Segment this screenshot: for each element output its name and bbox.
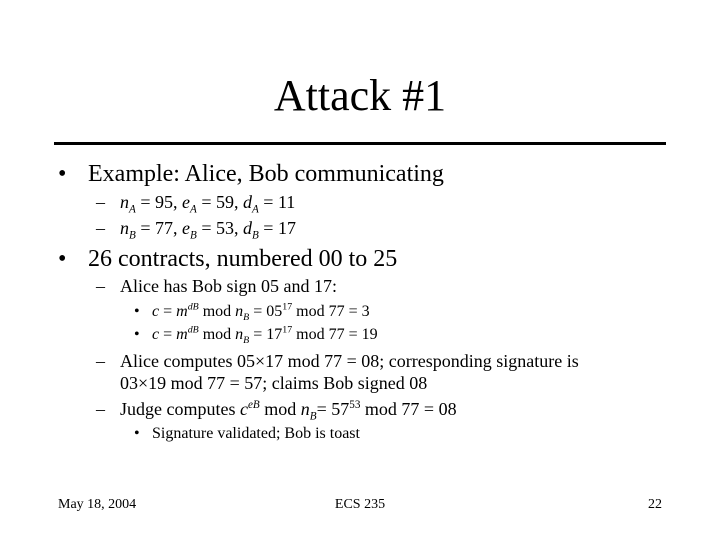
bullet-example: Example: Alice, Bob communicating (88, 161, 444, 187)
alice-keys-line: $n_A = 95$, $e_A = 59$, $d_A = 11$ (120, 192, 296, 216)
signature-validated-line: Signature validated; Bob is toast (152, 425, 360, 442)
bullet-contracts: 26 contracts, numbered 00 to 25 (88, 246, 398, 272)
footer-course: ECS 235 (334, 497, 386, 512)
judge-computes-line: Judge computes $c^{eB}$ mod $n_B= 57^{53}$ mod 77 = 08 (120, 399, 457, 423)
footer-page-number: 22 (648, 497, 662, 512)
alice-sign-line: Alice has Bob sign 05 and 17: (120, 276, 337, 296)
signature-05-line: $c = m^{dB}$ mod $n_B = 05^{17}$ mod 77 = 3 (152, 301, 370, 324)
bullet-marker: • (58, 246, 67, 272)
alice-computes-line-2: 03×19 mod 77 = 57; claims Bob signed 08 (120, 373, 428, 393)
bullet-marker: • (58, 161, 67, 187)
subsub-bullet-marker: • (134, 303, 140, 320)
subsub-bullet-marker: • (134, 326, 140, 343)
slide-title: Attack #1 (273, 71, 447, 120)
title-rule (54, 142, 666, 145)
sub-bullet-marker: – (96, 192, 105, 212)
sub-bullet-marker: – (96, 399, 105, 419)
sub-bullet-marker: – (96, 218, 105, 238)
signature-17-line: $c = m^{dB}$ mod $n_B = 17^{17}$ mod 77 = 19 (152, 324, 378, 347)
footer-date: May 18, 2004 (58, 497, 137, 512)
sub-bullet-marker: – (96, 351, 105, 371)
alice-computes-line-1: Alice computes 05×17 mod 77 = 08; corresponding signature is (120, 351, 579, 371)
sub-bullet-marker: – (96, 276, 105, 296)
bob-keys-line: $n_B = 77$, $e_B = 53$, $d_B = 17$ (120, 218, 296, 242)
subsub-bullet-marker: • (134, 425, 140, 442)
